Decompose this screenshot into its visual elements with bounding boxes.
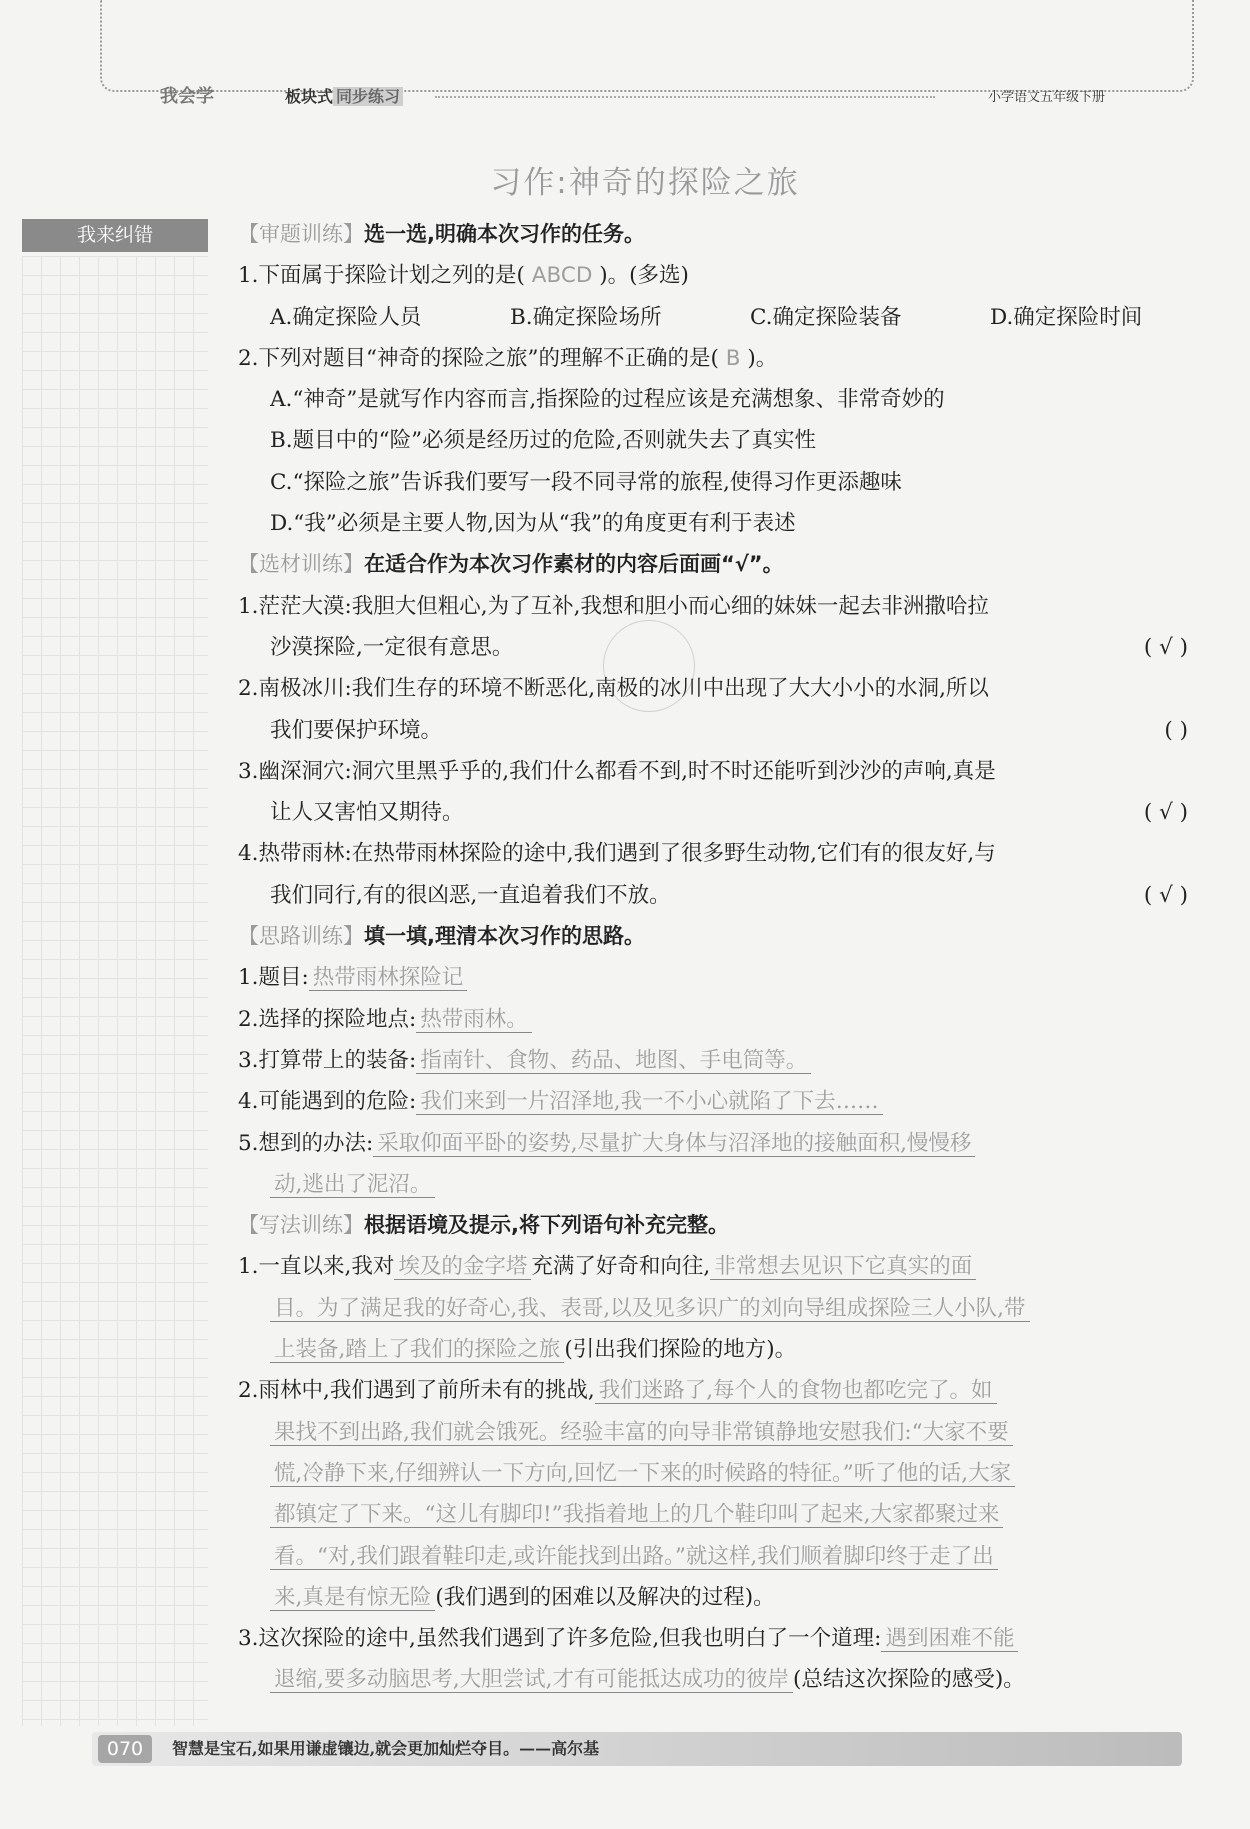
answer: 指南针、食物、药品、地图、手电筒等。 bbox=[416, 1048, 811, 1074]
top-frame bbox=[100, 0, 1194, 92]
page-number: 070 bbox=[98, 1735, 152, 1763]
options: A.确定探险人员 B.确定探险场所 C.确定探险装备 D.确定探险时间 bbox=[270, 304, 1143, 330]
book-name: 小学语文五年级下册 bbox=[987, 90, 1105, 105]
footer-quote: 智慧是宝石,如果用谦虚镶边,就会更加灿烂夺目。——高尔基 bbox=[172, 1739, 600, 1758]
answer: 都镇定了下来。“这儿有脚印!”我指着地上的几个鞋印叫了起来,大家都聚过来 bbox=[270, 1502, 1003, 1528]
check-mark: ( ) bbox=[1164, 717, 1188, 743]
sidebar-tag: 我来纠错 bbox=[22, 219, 208, 252]
section-heading: 【思路训练】填一填,理清本次习作的思路。 bbox=[238, 924, 645, 949]
answer: 我们来到一片沼泽地,我一不小心就陷了下去…… bbox=[416, 1089, 882, 1115]
worksheet bbox=[238, 214, 1188, 1701]
answer: ABCD bbox=[531, 263, 593, 289]
option: C.“探险之旅”告诉我们要写一段不同寻常的旅程,使得习作更添趣味 bbox=[270, 469, 902, 495]
answer: 我们迷路了,每个人的食物也都吃完了。如 bbox=[595, 1378, 997, 1404]
series-logo: 我会学 bbox=[160, 86, 214, 107]
question: 1.下面属于探险计划之列的是( ABCD )。(多选) bbox=[238, 263, 689, 289]
answer: 目。为了满足我的好奇心,我、表哥,以及见多识广的刘向导组成探险三人小队,带 bbox=[270, 1296, 1030, 1322]
question: 2.下列对题目“神奇的探险之旅”的理解不正确的是( B )。 bbox=[238, 345, 778, 371]
fill-item: 4.可能遇到的危险: 我们来到一片沼泽地,我一不小心就陷了下去…… bbox=[238, 1081, 1188, 1122]
header-divider bbox=[435, 96, 935, 98]
write-item-cont bbox=[238, 1536, 1188, 1577]
page-title: 习作:神奇的探险之旅 bbox=[490, 165, 800, 201]
answer: 退缩,要多动脑思考,大胆尝试,才有可能抵达成功的彼岸 bbox=[270, 1667, 793, 1693]
write-item-cont: 来,真是有惊无险 (我们遇到的困难以及解决的过程)。 bbox=[238, 1577, 1188, 1618]
item-line: 让人又害怕又期待。 ( √ ) bbox=[238, 792, 1188, 833]
fill-item-cont bbox=[238, 1164, 1188, 1205]
option: A.“神奇”是就写作内容而言,指探险的过程应该是充满想象、非常奇妙的 bbox=[270, 387, 945, 413]
write-item-cont: 上装备,踏上了我们的探险之旅 (引出我们探险的地方)。 bbox=[238, 1329, 1188, 1370]
item-line: 1.茫茫大漠:我胆大但粗心,为了互补,我想和胆小而心细的妹妹一起去非洲撒哈拉 bbox=[238, 593, 989, 619]
write-item: 3.这次探险的途中,虽然我们遇到了许多危险,但我也明白了一个道理: 遇到困难不能 bbox=[238, 1618, 1188, 1659]
fill-item: 1.题目: 热带雨林探险记 bbox=[238, 957, 1188, 998]
answer: 热带雨林。 bbox=[416, 1007, 532, 1033]
fill-item: 2.选择的探险地点: 热带雨林。 bbox=[238, 999, 1188, 1040]
page-footer bbox=[92, 1732, 1182, 1766]
answer: 热带雨林探险记 bbox=[309, 965, 468, 991]
item-line: 2.南极冰川:我们生存的环境不断恶化,南极的冰川中出现了大大小小的水洞,所以 bbox=[238, 676, 989, 702]
check-mark: ( √ ) bbox=[1143, 800, 1188, 826]
write-item: 2.雨林中,我们遇到了前所未有的挑战, 我们迷路了,每个人的食物也都吃完了。如 bbox=[238, 1370, 1188, 1411]
note-grid bbox=[22, 256, 208, 1726]
section-heading: 【审题训练】选一选,明确本次习作的任务。 bbox=[238, 222, 645, 246]
answer: B bbox=[725, 345, 741, 371]
answer: 遇到困难不能 bbox=[881, 1626, 1018, 1652]
check-mark: ( √ ) bbox=[1143, 634, 1188, 660]
write-item-cont: 退缩,要多动脑思考,大胆尝试,才有可能抵达成功的彼岸 (总结这次探险的感受)。 bbox=[238, 1659, 1188, 1700]
item-line: 我们要保护环境。 ( ) bbox=[238, 710, 1188, 751]
write-item-cont bbox=[238, 1288, 1188, 1329]
item-line: 3.幽深洞穴:洞穴里黑乎乎的,我们什么都看不到,时不时还能听到沙沙的声响,真是 bbox=[238, 758, 996, 784]
answer: 果找不到出路,我们就会饿死。经验丰富的向导非常镇静地安慰我们:“大家不要 bbox=[270, 1420, 1013, 1446]
item-line: 我们同行,有的很凶恶,一直追着我们不放。 ( √ ) bbox=[238, 875, 1188, 916]
section-heading: 【写法训练】根据语境及提示,将下列语句补充完整。 bbox=[238, 1213, 729, 1238]
answer: 埃及的金字塔 bbox=[394, 1254, 531, 1280]
answer: 看。“对,我们跟着鞋印走,或许能找到出路。”就这样,我们顺着脚印终于走了出 bbox=[270, 1544, 998, 1570]
answer: 来,真是有惊无险 bbox=[270, 1585, 435, 1611]
section-heading: 【选材训练】在适合作为本次习作素材的内容后面画“√”。 bbox=[238, 552, 784, 577]
write-item-cont bbox=[238, 1412, 1188, 1453]
option: B.题目中的“险”必须是经历过的危险,否则就失去了真实性 bbox=[270, 428, 816, 454]
option: D.“我”必须是主要人物,因为从“我”的角度更有利于表述 bbox=[270, 511, 796, 537]
answer: 上装备,踏上了我们的探险之旅 bbox=[270, 1337, 564, 1363]
item-line: 4.热带雨林:在热带雨林探险的途中,我们遇到了很多野生动物,它们有的很友好,与 bbox=[238, 841, 996, 867]
fill-item: 3.打算带上的装备: 指南针、食物、药品、地图、手电筒等。 bbox=[238, 1040, 1188, 1081]
answer: 慌,冷静下来,仔细辨认一下方向,回忆一下来的时候路的特征。”听了他的话,大家 bbox=[270, 1461, 1015, 1487]
answer: 采取仰面平卧的姿势,尽量扩大身体与沼泽地的接触面积,慢慢移 bbox=[373, 1131, 975, 1157]
write-item-cont bbox=[238, 1494, 1188, 1535]
item-line: 沙漠探险,一定很有意思。 ( √ ) bbox=[238, 627, 1188, 668]
check-mark: ( √ ) bbox=[1143, 882, 1188, 908]
write-item-cont bbox=[238, 1453, 1188, 1494]
write-item: 1.一直以来,我对 埃及的金字塔 充满了好奇和向往, 非常想去见识下它真实的面 bbox=[238, 1246, 1188, 1287]
fill-item: 5.想到的办法: 采取仰面平卧的姿势,尽量扩大身体与沼泽地的接触面积,慢慢移 bbox=[238, 1123, 1188, 1164]
answer: 动,逃出了泥沼。 bbox=[270, 1172, 435, 1198]
series-name: 板块式 同步练习 bbox=[285, 84, 403, 107]
page-header bbox=[160, 82, 1160, 108]
answer: 非常想去见识下它真实的面 bbox=[710, 1254, 976, 1280]
